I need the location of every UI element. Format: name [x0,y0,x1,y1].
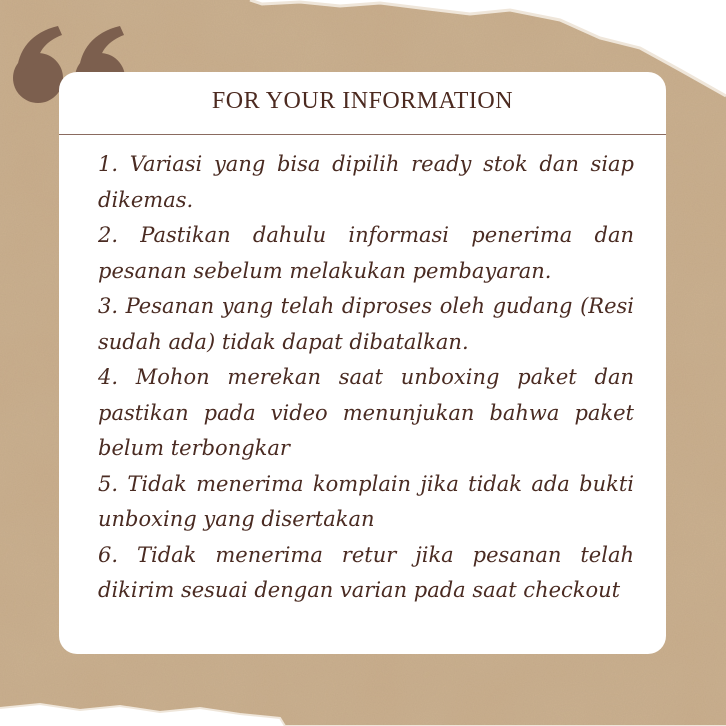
list-item: 1. Variasi yang bisa dipilih ready stok dan siap dikemas. [98,152,634,212]
list-item: 2. Pastikan dahulu informasi penerima dan pesanan sebelum melakukan pembayaran. [98,223,634,283]
list-item: 4. Mohon merekan saat unboxing paket dan pastikan pada video menunjukan bahwa paket belum terbongkar [98,365,634,460]
list-item: 3. Pesanan yang telah diproses oleh gudang (Resi sudah ada) tidak dapat dibatalkan. [98,294,634,354]
list-item: 5. Tidak menerima komplain jika tidak ada bukti unboxing yang disertakan [98,471,634,531]
info-list [98,147,634,609]
info-card [59,72,666,654]
card-title: FOR YOUR INFORMATION [211,88,514,114]
list-item: 6. Tidak menerima retur jika pesanan telah dikirim sesuai dengan varian pada saat checkout [98,542,634,602]
title-divider [59,134,666,135]
